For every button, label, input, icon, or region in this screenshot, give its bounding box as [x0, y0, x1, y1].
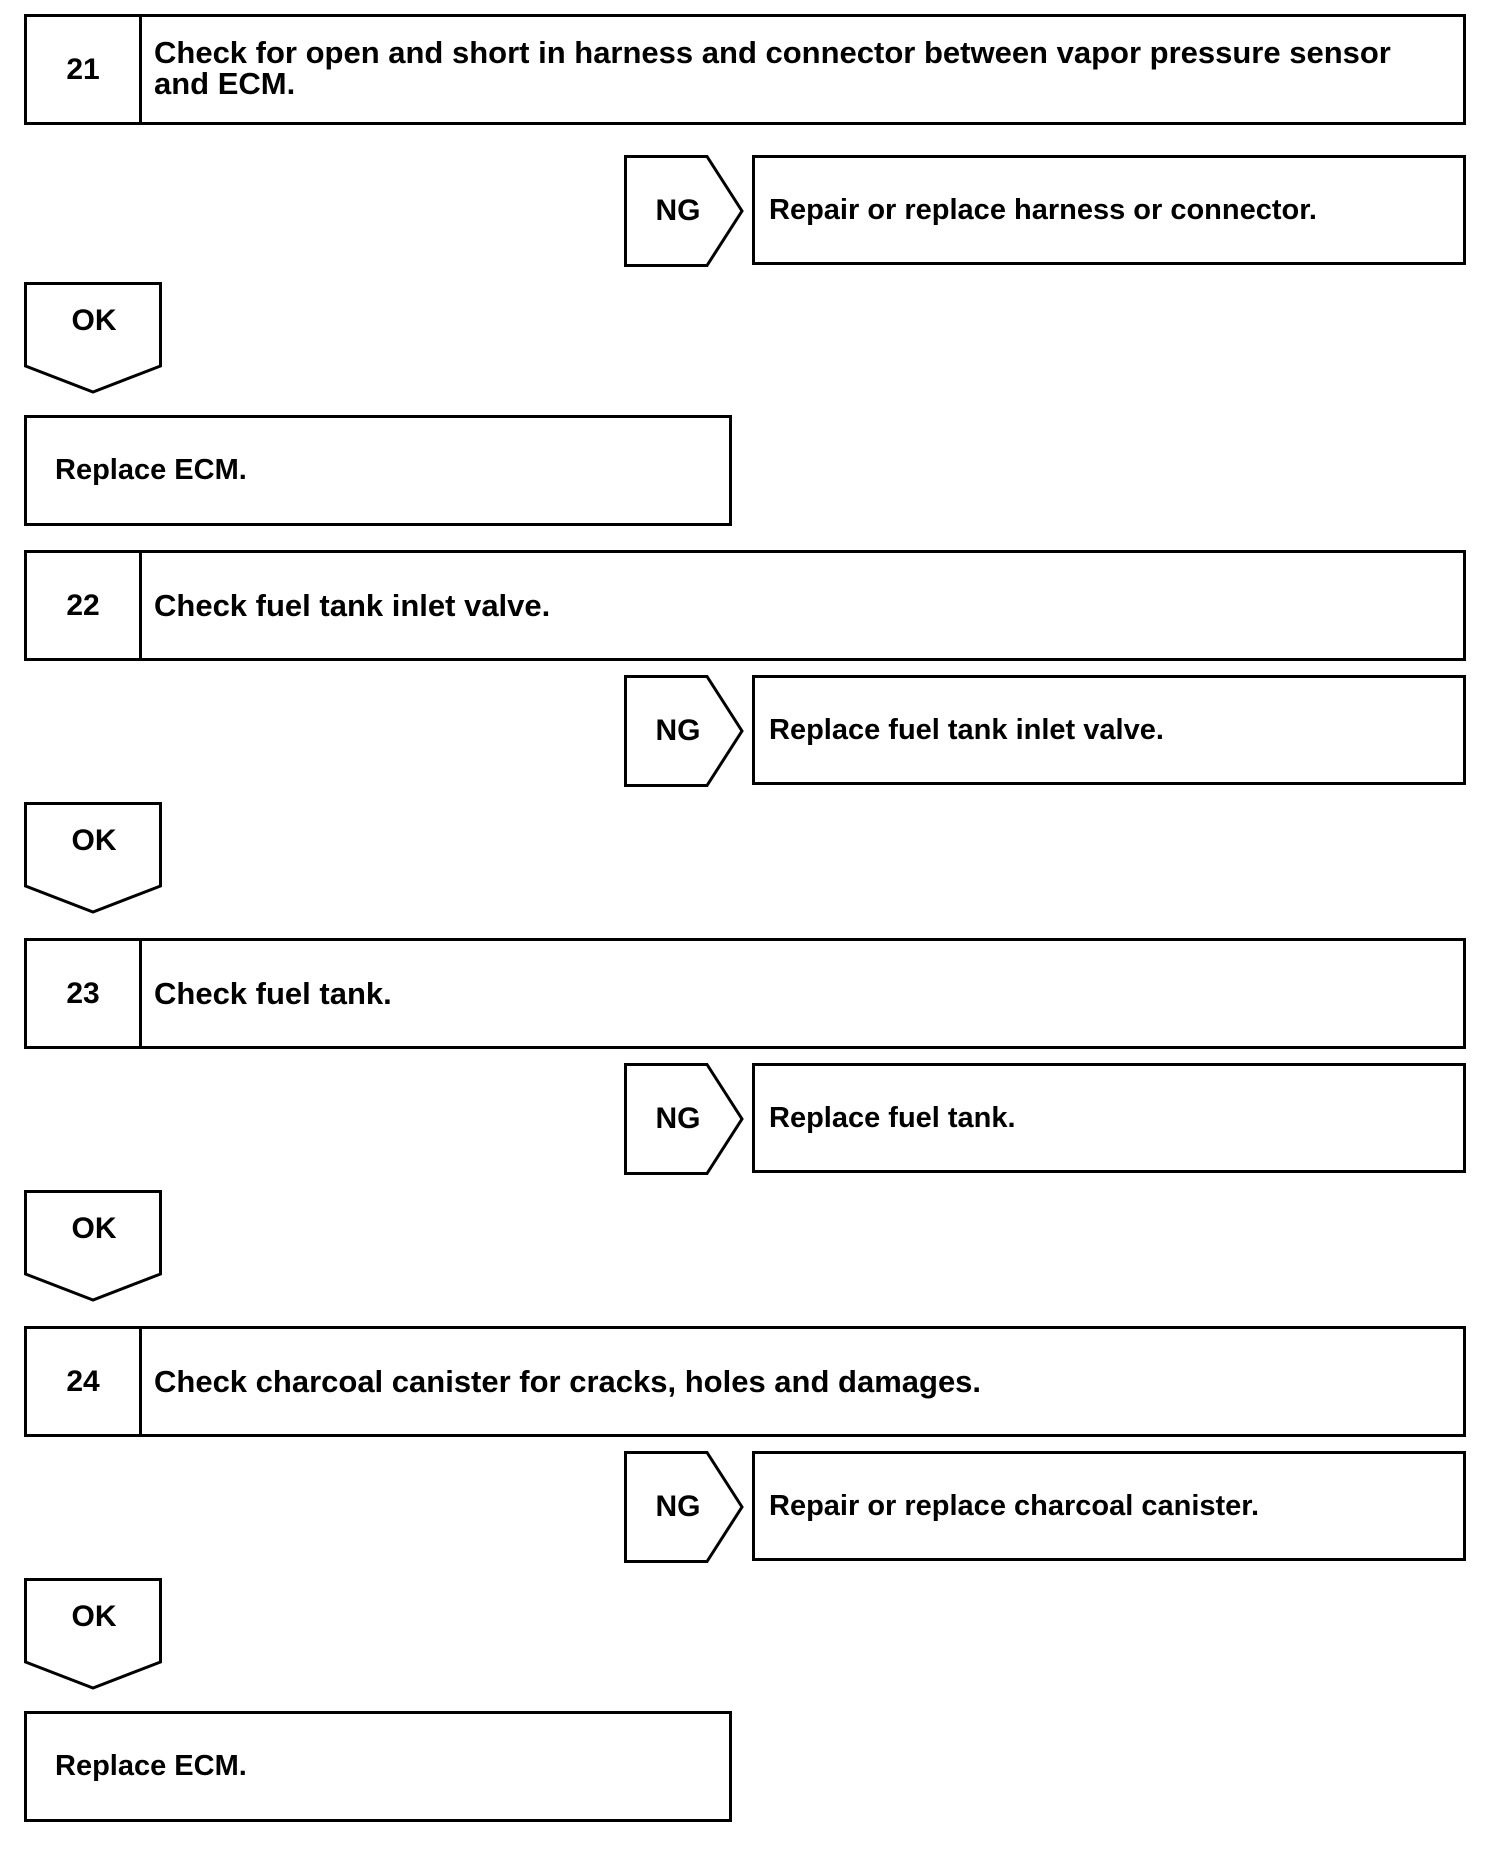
ok-arrow-21 — [24, 282, 164, 394]
step-title: Check charcoal canister for cracks, holes and damages. — [154, 1364, 982, 1399]
ok-arrow-shape — [24, 282, 164, 394]
step-number: 24 — [27, 1329, 142, 1434]
ok-arrow-23 — [24, 1190, 164, 1302]
ok-label: OK — [71, 1600, 117, 1633]
step-22-box — [24, 550, 1466, 661]
ng-arrow-23 — [624, 1063, 746, 1175]
step-title: Check for open and short in harness and connector between vapor pressure sensor and ECM. — [154, 35, 1391, 101]
final-action-text: Replace ECM. — [55, 454, 247, 486]
ok-arrow-shape — [24, 802, 164, 914]
ok-label: OK — [71, 304, 117, 337]
ok-arrow-shape — [24, 1190, 164, 1302]
step-title: Check fuel tank inlet valve. — [154, 588, 551, 623]
ng-action-24 — [752, 1451, 1466, 1561]
ok-label: OK — [71, 1212, 117, 1245]
ng-action-text: Replace fuel tank inlet valve. — [769, 713, 1164, 746]
ng-action-text: Repair or replace harness or connector. — [769, 193, 1317, 226]
ng-action-text: Replace fuel tank. — [769, 1101, 1016, 1134]
ng-action-text: Repair or replace charcoal canister. — [769, 1489, 1260, 1522]
step-24-box — [24, 1326, 1466, 1437]
ok-arrow-24 — [24, 1578, 164, 1690]
ng-label: NG — [655, 194, 701, 227]
ng-action-22 — [752, 675, 1466, 785]
ng-action-21 — [752, 155, 1466, 265]
final-action-text: Replace ECM. — [55, 1750, 247, 1782]
step-number: 21 — [27, 17, 142, 122]
step-number: 23 — [27, 941, 142, 1046]
ng-arrow-24 — [624, 1451, 746, 1563]
ok-label: OK — [71, 824, 117, 857]
ng-label: NG — [655, 1102, 701, 1135]
ng-label: NG — [655, 1490, 701, 1523]
ng-action-23 — [752, 1063, 1466, 1173]
ok-arrow-22 — [24, 802, 164, 914]
step-23-box — [24, 938, 1466, 1049]
ng-label: NG — [655, 714, 701, 747]
replace-ecm-box-1 — [24, 415, 732, 526]
ok-arrow-shape — [24, 1578, 164, 1690]
step-title: Check fuel tank. — [154, 976, 392, 1011]
step-21-box — [24, 14, 1466, 125]
replace-ecm-box-2 — [24, 1711, 732, 1822]
step-number: 22 — [27, 553, 142, 658]
ng-arrow-22 — [624, 675, 746, 787]
ng-arrow-21 — [624, 155, 746, 267]
